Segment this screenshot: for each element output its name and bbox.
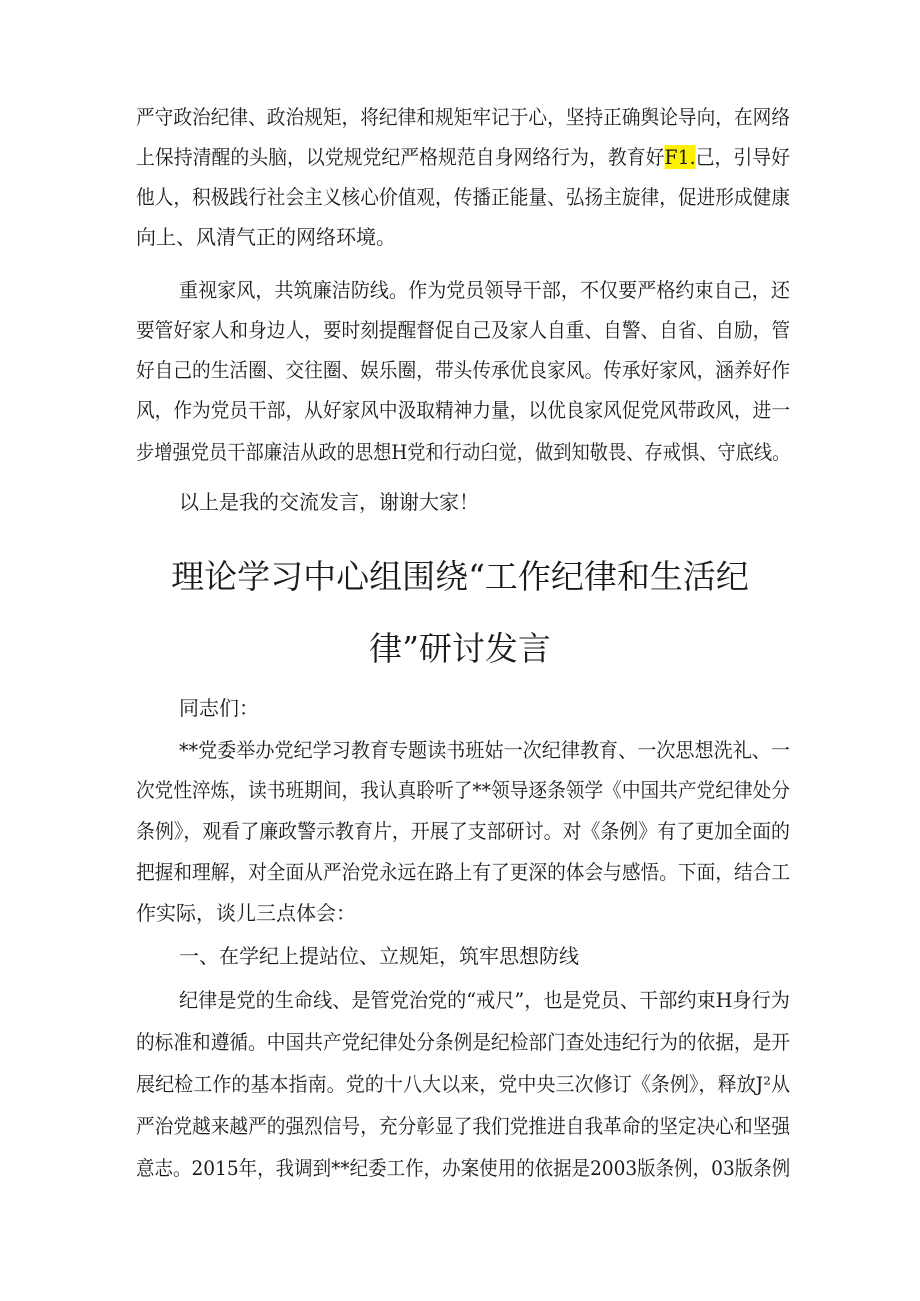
opening-line-2: 次党性淬炼，读书班期间，我认真聆听了**领导逐条领学《中国共产党纪律处分 — [136, 778, 790, 802]
section1-line-2: 的标准和遵循。中国共产党纪律处分条例是纪检部门查处违纪行为的依据，是开 — [136, 1030, 790, 1054]
highlighted-text: F1. — [664, 145, 696, 169]
opening-line-4: 把握和理解，对全面从严治党永远在路上有了更深的体会与感悟。下面，结合工 — [136, 860, 790, 884]
section1-line-4: 严治党越来越严的强烈信号，充分彰显了我们党推进自我革命的坚定决心和坚强 — [136, 1114, 790, 1138]
opening-line-5: 作实际，谈儿三点体会： — [136, 901, 356, 925]
intro-line-4: 向上、风清气正的网络环境。 — [136, 225, 396, 249]
intro-line-2-text-a: 上保持清醒的头脑，以党规党纪严格规范自身网络行为，教育好 — [136, 145, 665, 169]
family-line-3: 好自己的生活圈、交往圈、娱乐圈，带头传承优良家风。传承好家风，涵养好作 — [136, 358, 790, 382]
section1-line-5: 意志。2015年，我调到**纪委工作，办案使用的依据是2003版条例，03版条例 — [136, 1156, 791, 1180]
family-line-2: 要管好家人和身边人，要时刻提醒督促自己及家人自重、自警、自省、自励，管 — [136, 318, 790, 342]
family-line-1: 重视家风，共筑廉洁防线。作为党员领导干部，不仅要严格约束自己，还 — [179, 278, 790, 302]
document-title-line-2: 律”研讨发言 — [369, 629, 551, 668]
intro-line-3: 他人，积极践行社会主义核心价值观，传播正能量、弘扬主旋律，促进形成健康 — [136, 185, 790, 209]
intro-line-2 — [0, 137, 790, 177]
section1-line-1: 纪律是党的生命线、是管党治党的“戒尺”，也是党员、干部约束H身行为 — [179, 988, 790, 1012]
family-line-4: 风，作为党员干部，从好家风中汲取精神力量，以优良家风促党风带政风，进一 — [136, 398, 790, 422]
closing-line: 以上是我的交流发言，谢谢大家！ — [179, 490, 479, 514]
greeting: 同志们： — [179, 696, 259, 720]
intro-line-2-text-b: 己，引导好 — [695, 145, 790, 169]
document-title-line-1: 理论学习中心组围绕“工作纪律和生活纪 — [171, 557, 749, 596]
section-heading: 一、在学纪上提站位、立规矩，筑牢思想防线 — [179, 944, 579, 968]
opening-line-1: **党委举办党纪学习教育专题读书班姑一次纪律教育、一次思想洗礼、一 — [179, 738, 790, 762]
section1-line-3: 展纪检工作的基本指南。党的十八大以来，党中央三次修订《条例》，释放J²从 — [136, 1072, 791, 1096]
opening-line-3: 条例》，观看了廉政警示教育片，开展了支部研讨。对《条例》有了更加全面的 — [136, 819, 790, 843]
family-line-5: 步增强党员干部廉洁从政的思想H党和行动臼觉，做到知敬畏、存戒惧、守底线。 — [136, 440, 791, 464]
intro-line-1: 严守政治纪律、政治规矩，将纪律和规矩牢记于心，坚持正确舆论导向，在网络 — [136, 105, 790, 129]
